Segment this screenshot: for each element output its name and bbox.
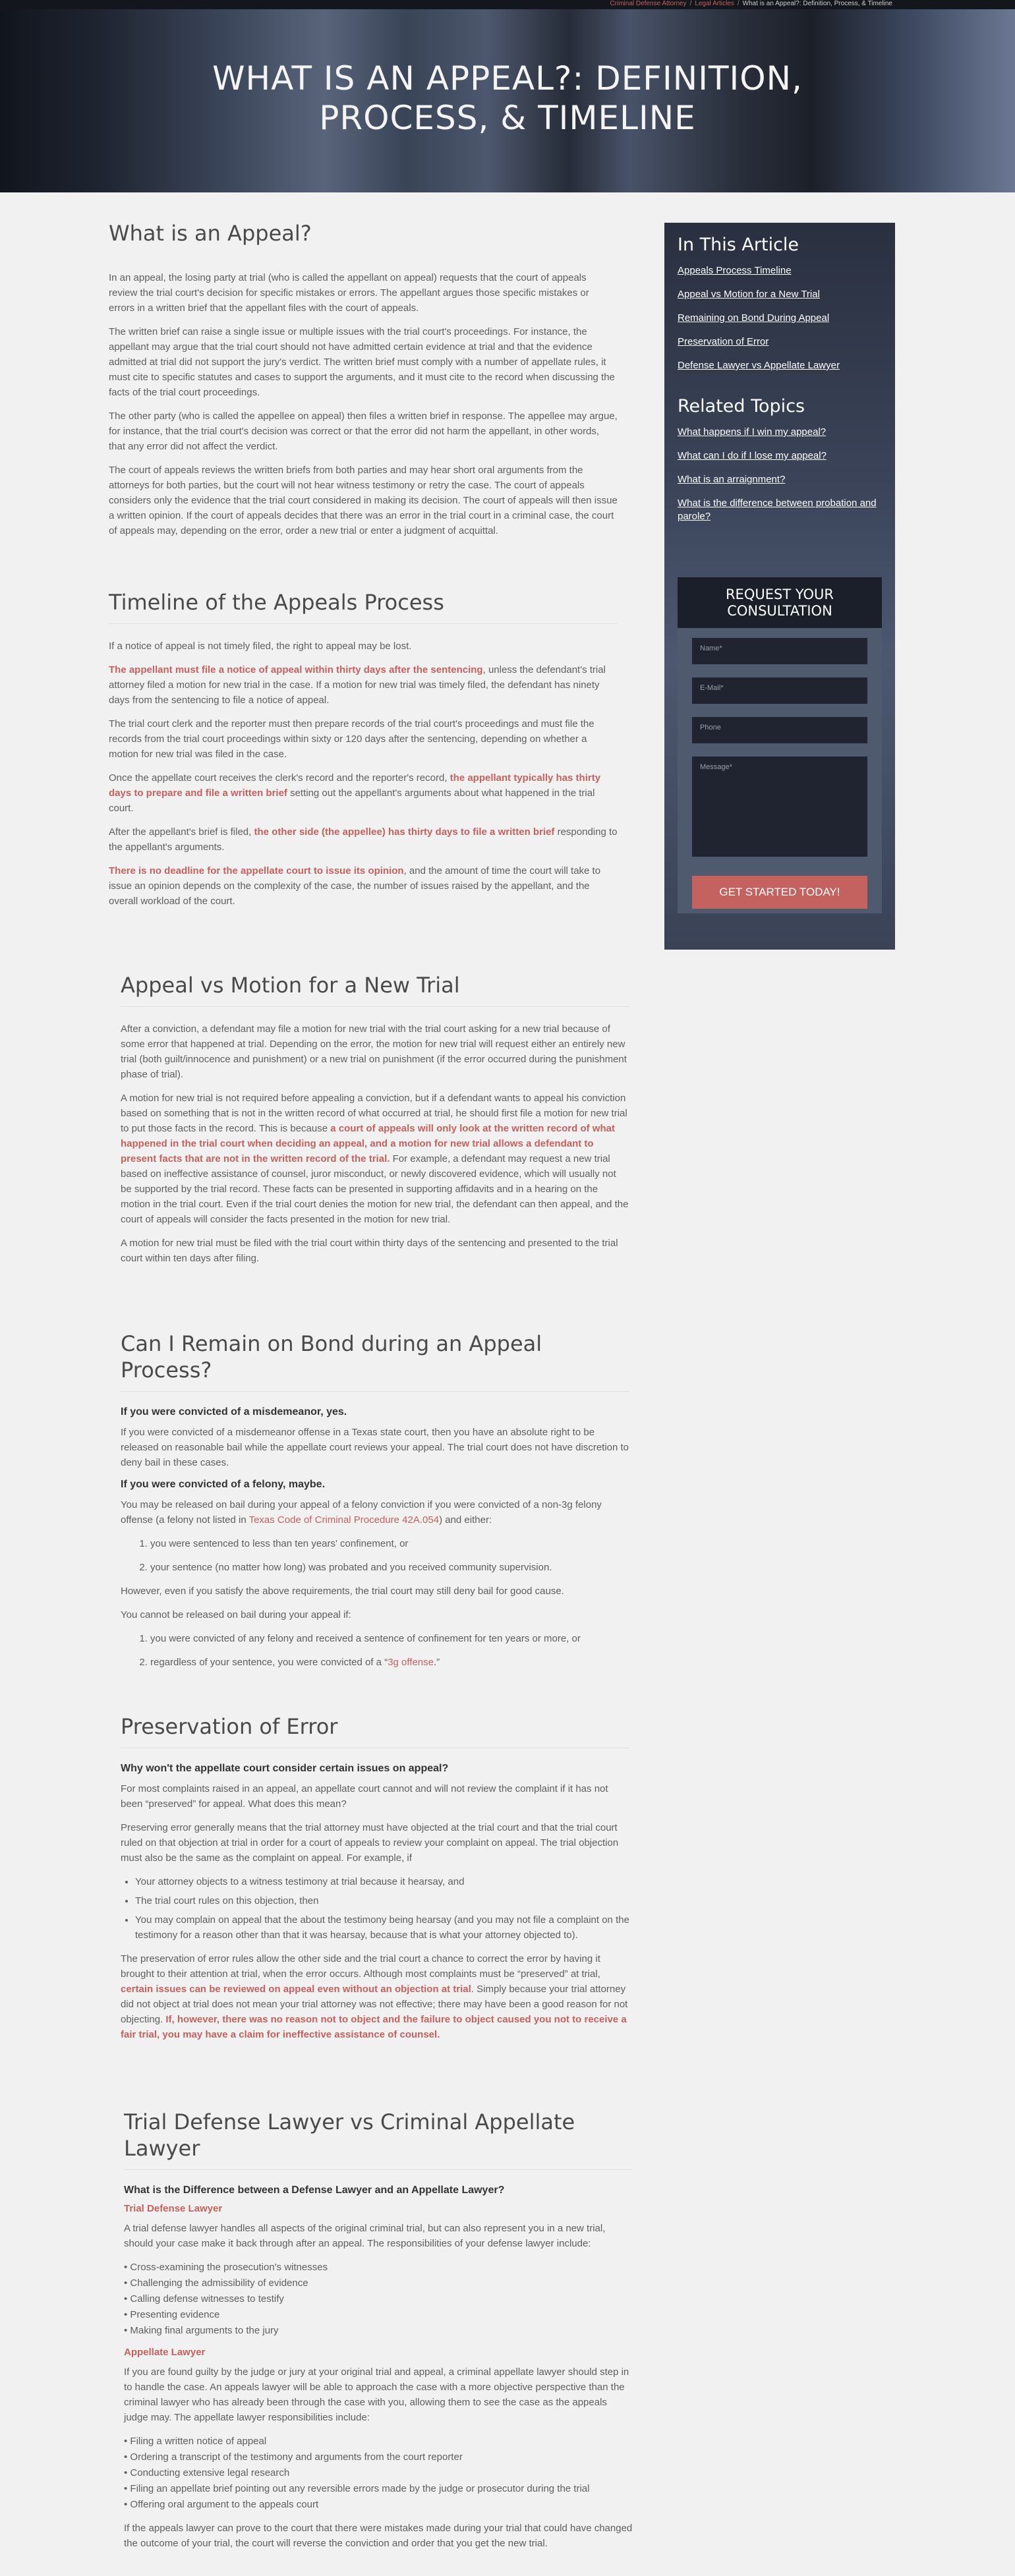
paragraph — [109, 863, 618, 909]
highlight-text: the other side (the appellee) has thirty days to file a written brief — [254, 826, 555, 838]
list-item: • Presenting evidence — [124, 2309, 220, 2320]
toc-link[interactable]: Defense Lawyer vs Appellate Lawyer — [678, 360, 840, 371]
section-heading: Appeal vs Motion for a New Trial — [121, 972, 629, 1007]
section-heading: Can I Remain on Bond during an Appeal Process? — [121, 1331, 629, 1392]
paragraph: However, even if you satisfy the above requirements, the trial court may still deny bail for good cause. — [121, 1586, 564, 1597]
toc-link[interactable]: Appeal vs Motion for a New Trial — [678, 289, 820, 300]
paragraph: A motion for new trial must be filed with the trial court within thirty days of the sentencing and presented to the trial court within ten days after filing. — [121, 1238, 618, 1264]
breadcrumb-current: What is an Appeal?: Definition, Process, & Timeline — [742, 0, 892, 7]
highlight-text: certain issues can be reviewed on appeal even without an objection at trial — [121, 1984, 471, 1995]
highlight-text: The appellant must file a notice of appeal within thirty days after the sentencing — [109, 664, 483, 675]
list-item: 2. your sentence (no matter how long) was probated and you received community supervision. — [150, 1560, 629, 1575]
breadcrumb-home[interactable]: Criminal Defense Attorney — [610, 0, 687, 7]
section-what-is-appeal — [109, 220, 618, 547]
no-bail-list — [150, 1631, 629, 1670]
section-timeline — [109, 589, 618, 917]
related-link[interactable]: What is the difference between probation and parole? — [678, 498, 877, 522]
text: .” — [434, 1657, 440, 1668]
appellate-lawyer-duties — [124, 2434, 633, 2512]
related-link[interactable]: What can I do if I lose my appeal? — [678, 450, 826, 461]
email-field[interactable]: E-Mail* — [692, 677, 867, 704]
list-item: • The trial court rules on this objection, then — [135, 1893, 629, 1908]
bail-conditions-list — [150, 1536, 629, 1575]
text: After the appellant's brief is filed, — [109, 826, 254, 838]
text: Once the appellate court receives the clerk's record and the reporter's record, — [109, 772, 450, 784]
paragraph — [109, 824, 618, 855]
paragraph — [121, 1951, 629, 2042]
paragraph — [121, 1091, 629, 1227]
list-item: • Challenging the admissibility of evidence — [124, 2277, 308, 2289]
text: , and the amount of time the court will take to issue an opinion depends on the complexity of the case, the number of issues raised by the appellant, and the overall workload of the court. — [109, 865, 601, 907]
subheading: Trial Defense Lawyer — [124, 2203, 223, 2214]
section-heading: What is an Appeal? — [109, 221, 312, 246]
subheading: Why won't the appellate court consider certain issues on appeal? — [121, 1763, 449, 1774]
section-lawyer-comparison — [124, 2109, 633, 2560]
paragraph: If you are found guilty by the judge or jury at your original trial and appeal, a criminal appellate lawyer should step in to handle the case. An appeals lawyer will be able to approach the case with a more objective perspective than the criminal lawyer who has already been through the case with you, allowing them to see the case as the appeals judge may. The appellate lawyer responsibilities include: — [124, 2366, 629, 2423]
paragraph: The written brief can raise a single issue or multiple issues with the trial court's proceedings. For instance, the appellant may argue that the trial court should not have admitted certain evidence at trial and that the evidence admitted at trial did not support the jury's verdict. The written brief must comply with a number of appellate rules, it must cite to specific statutes and cases to support the arguments, and it must cite to the record when discussing the facts of the trial court proceedings. — [109, 326, 615, 398]
list-item: • Calling defense witnesses to testify — [124, 2293, 284, 2304]
paragraph: If a notice of appeal is not timely filed, the right to appeal may be lost. — [109, 641, 412, 652]
sidebar — [664, 223, 895, 950]
section-bond — [121, 1331, 629, 1678]
example-list — [135, 1874, 629, 1943]
text: The preservation of error rules allow the other side and the trial court a chance to correct the error by having it brought to their attention at trial, when the error occurs. Although most complaints must be “preserved” at trial, — [121, 1953, 600, 1980]
section-heading: Preservation of Error — [121, 1713, 629, 1748]
text: ) and either: — [439, 1514, 492, 1526]
paragraph: After a conviction, a defendant may file a motion for new trial with the trial court asking for a new trial because of some error that happened at trial. Depending on the error, the motion for new trial will request either an entirely new trial (both guilt/innocence and punishment) or a new trial on punishment (if the error occurred during the punishment phase of trial). — [121, 1023, 627, 1080]
text: You may be released on bail during your appeal of a felony conviction if you were convicted of a non-3g felony offense (a felony not listed in — [121, 1499, 602, 1526]
related-link[interactable]: What happens if I win my appeal? — [678, 426, 826, 438]
paragraph — [121, 1497, 629, 1528]
list-item: • Cross-examining the prosecution's witnesses — [124, 2262, 328, 2273]
list-item: • Making final arguments to the jury — [124, 2325, 279, 2336]
text: . Simply because your trial attorney did not object at trial does not mean your trial attorney was not effective; there may have been a good reason for not objecting. — [121, 1984, 628, 2025]
paragraph: In an appeal, the losing party at trial (who is called the appellant on appeal) requests that the court of appeals review the trial court's decision for specific mistakes or errors. The appellant argues those specific mistakes or errors in a written brief that the appellant files with the court of appeals. — [109, 272, 589, 314]
toc-link[interactable]: Preservation of Error — [678, 336, 769, 347]
section-preservation — [121, 1713, 629, 2051]
sidebar-heading: In This Article — [678, 235, 799, 255]
get-started-button[interactable]: GET STARTED TODAY! — [692, 876, 867, 909]
breadcrumb-separator: / — [689, 0, 692, 7]
list-item: • Offering oral argument to the appeals court — [124, 2499, 319, 2510]
subheading: Appellate Lawyer — [124, 2347, 206, 2358]
text: setting out the appellant's arguments about what happened in the trial court. — [109, 787, 595, 814]
top-bar — [0, 0, 1015, 9]
breadcrumb-separator: / — [737, 0, 740, 7]
paragraph: If the appeals lawyer can prove to the court that there were mistakes made during your trial that could have changed the outcome of your trial, the court will reverse the conviction and order that you get the new trial. — [124, 2523, 633, 2549]
list-item: • Conducting extensive legal research — [124, 2467, 290, 2478]
list-item: 1. you were convicted of any felony and received a sentence of confinement for ten years or more, or — [150, 1631, 629, 1646]
list-item: • Filing a written notice of appeal — [124, 2436, 267, 2447]
subheading: If you were convicted of a misdemeanor, yes. — [121, 1406, 347, 1417]
hero-banner — [0, 9, 1015, 192]
paragraph: For most complaints raised in an appeal, an appellate court cannot and will not review the complaint if it has not been “preserved” for appeal. What does this mean? — [121, 1783, 608, 1810]
section-heading: Timeline of the Appeals Process — [109, 589, 618, 624]
list-item: • Your attorney objects to a witness testimony at trial because it hearsay, and — [135, 1874, 629, 1889]
toc-link[interactable]: Appeals Process Timeline — [678, 265, 792, 276]
form-title: REQUEST YOUR CONSULTATION — [678, 577, 882, 628]
paragraph — [109, 770, 618, 816]
list-item: • Filing an appellate brief pointing out any reversible errors made by the judge or prosecutor during the trial — [124, 2483, 590, 2494]
list-item — [150, 1655, 629, 1670]
paragraph — [109, 662, 618, 708]
toc-link[interactable]: Remaining on Bond During Appeal — [678, 312, 830, 324]
related-link[interactable]: What is an arraignment? — [678, 474, 786, 485]
subheading: What is the Difference between a Defense Lawyer and an Appellate Lawyer? — [124, 2185, 505, 2196]
3g-offense-link[interactable]: 3g offense — [388, 1657, 434, 1668]
name-field[interactable]: Name* — [692, 638, 867, 664]
sidebar-heading: Related Topics — [678, 396, 805, 416]
highlight-text: There is no deadline for the appellate court to issue its opinion — [109, 865, 404, 876]
paragraph: If you were convicted of a misdemeanor offense in a Texas state court, then you have an absolute right to be released on reasonable bail while the appellate court reviews your appeal. The trial court does not have discretion to deny bail in these cases. — [121, 1427, 629, 1468]
paragraph: The court of appeals reviews the written briefs from both parties and may hear short oral arguments from the attorneys for both parties, but the court will not hear witness testimony or retry the case. The court of appeals considers only the evidence that the trial court considered in making its decision. The court of appeals will then issue a written opinion. If the court of appeals decides that there was an error in the trial court in a criminal case, the court of appeals may, depending on the error, order a new trial or enter a judgment of acquittal. — [109, 465, 618, 536]
section-heading: Trial Defense Lawyer vs Criminal Appellate Lawyer — [124, 2109, 633, 2170]
highlight-text: the appellant typically has thirty days to prepare and file a written brief — [109, 772, 601, 799]
paragraph: You cannot be released on bail during your appeal if: — [121, 1609, 351, 1620]
defense-lawyer-duties — [124, 2260, 633, 2338]
list-item: • Ordering a transcript of the testimony and arguments from the court reporter — [124, 2451, 463, 2463]
text: For example, a defendant may request a new trial based on ineffective assistance of counsel, juror misconduct, or newly discovered evidence, which will usually not be supported by the trial record. These facts can be presented in supporting affidavits and in a hearing on the motion in the trial court. Even if the trial court denies the motion for new trial, the defendant can then appeal, and the court of appeals will consider the facts presented in the motion for new trial. — [121, 1153, 629, 1225]
consultation-form — [678, 577, 882, 913]
highlight-text: a court of appeals will only look at the written record of what happened in the trial court when deciding an appeal, and a motion for new trial allows a defendant to present facts that are not in the written record of the trial. — [121, 1123, 615, 1164]
breadcrumb — [610, 0, 892, 9]
paragraph: The trial court clerk and the reporter must then prepare records of the trial court's proceedings and must file the records from the trial court proceedings within sixty or 120 days after the sentencing, depending on whether a motion for new trial was filed in the case. — [109, 718, 594, 760]
paragraph: A trial defense lawyer handles all aspects of the original criminal trial, but can also represent you in a new trial, should your case make it back through after an appeal. The responsibilities of your defense lawyer include: — [124, 2223, 606, 2249]
page-title: WHAT IS AN APPEAL?: DEFINITION, PROCESS, & TIMELINE — [212, 59, 803, 137]
text: responding to the appellant's arguments. — [109, 826, 618, 853]
paragraph: Preserving error generally means that the trial attorney must have objected at the trial court and that the trial court ruled on that objection at trial in order for a court of appeals to review your complaint on appeal. The trial objection must also be the same as the complaint on appeal. For example, if — [121, 1822, 619, 1864]
text: , unless the defendant's trial attorney filed a motion for new trial in the case. If a motion for new trial was timely filed, the defendant has ninety days from the sentencing to file a notice of appeal. — [109, 664, 606, 706]
statute-link[interactable]: Texas Code of Criminal Procedure 42A.054 — [248, 1514, 440, 1526]
paragraph: The other party (who is called the appellee on appeal) then files a written brief in response. The appellee may argue, for instance, that the trial court's decision was correct or that the error did not harm the appellant, in other words, that any error did not affect the verdict. — [109, 411, 618, 452]
message-field[interactable]: Message* — [692, 757, 867, 857]
text: regardless of your sentence, you were convicted of a “ — [150, 1657, 388, 1668]
list-item: 1. you were sentenced to less than ten years' confinement, or — [150, 1536, 629, 1551]
section-motion-new-trial — [121, 972, 629, 1274]
list-item: • You may complain on appeal that the about the testimony being hearsay (and you may not file a complaint on the testimony for a reason other than that it was hearsay, because that is what your attorney objected to). — [135, 1912, 629, 1943]
phone-field[interactable]: Phone — [692, 717, 867, 743]
highlight-text: If, however, there was no reason not to object and the failure to object caused you not to receive a fair trial, you may have a claim for ineffective assistance of counsel. — [121, 2014, 627, 2040]
subheading: If you were convicted of a felony, maybe. — [121, 1479, 326, 1490]
text: A motion for new trial is not required before appealing a conviction, but if a defendant wants to appeal his conviction based on something that is not in the written record of what occurred at trial, he should first file a motion for new trial to put those facts in the record. This is because — [121, 1093, 627, 1134]
breadcrumb-section[interactable]: Legal Articles — [695, 0, 734, 7]
